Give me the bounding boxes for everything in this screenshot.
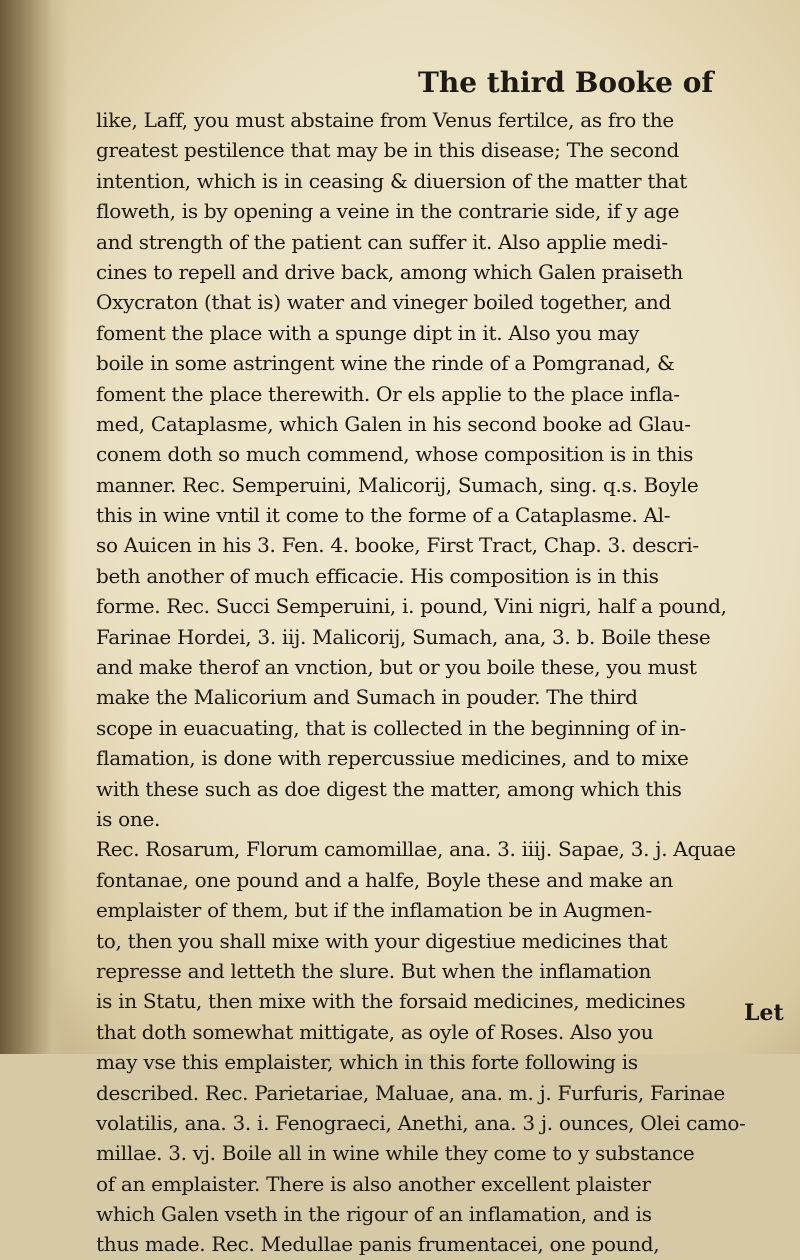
text-line: like, Laff, you must abstaine from Venus fertilce, as fro the — [96, 108, 674, 132]
text-line: make the Malicorium and Sumach in pouder. The third — [96, 685, 638, 710]
text-line: Farinae Hordei, 3. iij. Malicorij, Sumach, ana, 3. b. Boile these — [96, 624, 711, 649]
catchword: Let — [744, 1000, 784, 1026]
text-line: millae. 3. vj. Boile all in wine while they come to y substance — [96, 1141, 695, 1166]
text-line: Rec. Rosarum, Florum camomillae, ana. 3. iiij. Sapae, 3. j. Aquae — [96, 837, 736, 862]
text-line: and strength of the patient can suffer it. Also applie medi- — [96, 229, 668, 254]
text-line: intention, which is in ceasing & diuersion of the matter that — [96, 168, 688, 193]
running-header: The third Booke of — [418, 66, 714, 99]
text-line: may vse this emplaister, which in this forte following is — [96, 1050, 638, 1075]
text-line: foment the place therewith. Or els applie to the place infla- — [96, 381, 680, 406]
text-line: boile in some astringent wine the rinde of a Pomgranad, & — [96, 351, 675, 376]
text-line: to, then you shall mixe with your digestiue medicines that — [96, 928, 668, 953]
text-line: cines to repell and drive back, among which Galen praiseth — [96, 259, 684, 284]
text-line: beth another of much efficacie. His composition is in this — [96, 563, 659, 588]
text-line: Oxycraton (that is) water and vineger boiled together, and — [96, 290, 671, 315]
text-line: conem doth so much commend, whose composition is in this — [96, 442, 694, 467]
text-line: foment the place with a spunge dipt in it. Also you may — [96, 320, 639, 345]
text-line: described. Rec. Parietariae, Maluae, ana. m. j. Furfuris, Farinae — [96, 1080, 725, 1105]
text-line: that doth somewhat mittigate, as oyle of Roses. Also you — [96, 1019, 654, 1044]
text-line: volatilis, ana. 3. i. Fenograeci, Anethi, ana. 3 j. ounces, Olei camo- — [96, 1110, 746, 1135]
text-line: of an emplaister. There is also another excellent plaister — [96, 1171, 651, 1196]
text-line: is one. — [96, 806, 161, 831]
text-line: is in Statu, then mixe with the forsaid medicines, medicines — [96, 989, 686, 1014]
text-line: med, Cataplasme, which Galen in his second booke ad Glau- — [96, 411, 691, 436]
text-line: and make therof an vnction, but or you boile these, you must — [96, 655, 697, 680]
text-line: represse and letteth the slure. But when the inflamation — [96, 958, 652, 983]
text-line: forme. Rec. Succi Semperuini, i. pound, Vini nigri, half a pound, — [96, 594, 727, 619]
text-line: scope in euacuating, that is collected in the beginning of in- — [96, 715, 686, 740]
text-line: so Auicen in his 3. Fen. 4. booke, First Tract, Chap. 3. descri- — [96, 533, 699, 558]
text-line: thus made. Rec. Medullae panis frumentacei, one pound, — [96, 1232, 660, 1257]
text-line: with these such as doe digest the matter, among which this — [96, 776, 682, 801]
text-line: greatest pestilence that may be in this disease; The second — [96, 138, 680, 163]
text-line: this in wine vntil it come to the forme of a Cataplasme. Al- — [96, 503, 671, 528]
text-line: floweth, is by opening a veine in the contrarie side, if y age — [96, 199, 680, 224]
text-line: which Galen vseth in the rigour of an inflamation, and is — [96, 1202, 652, 1227]
text-line: manner. Rec. Semperuini, Malicorij, Sumach, sing. q.s. Boyle — [96, 472, 699, 497]
body-text — [96, 105, 776, 1260]
text-line: emplaister of them, but if the inflamation be in Augmen- — [96, 898, 652, 923]
text-line: flamation, is done with repercussiue medicines, and to mixe — [96, 746, 689, 771]
binding-gutter — [0, 0, 70, 1054]
text-line: fontanae, one pound and a halfe, Boyle these and make an — [96, 867, 673, 892]
